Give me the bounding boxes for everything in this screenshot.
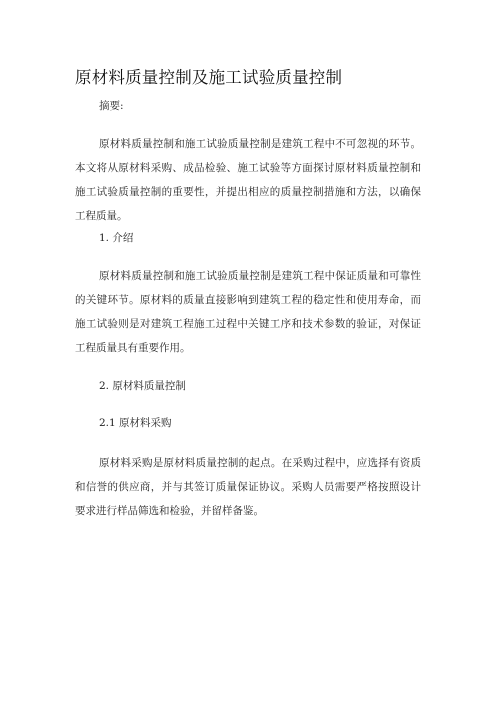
section-heading-introduction: 1. 介绍 (99, 232, 134, 244)
section-heading-raw-material-procurement: 2.1 原材料采购 (99, 417, 172, 429)
procurement-paragraph: 原材料采购是原材料质量控制的起点。在采购过程中，应选择有资质和信誉的供应商，并与其签订质量保证协议。采购人员需要严格按照设计要求进行样品筛选和检验，并留样备鉴。 (75, 457, 421, 517)
introduction-paragraph: 原材料质量控制和施工试验质量控制是建筑工程中保证质量和可靠性的关键环节。原材料的质量直接影响到建筑工程的稳定性和使用寿命，而施工试验则是对建筑工程施工过程中关键工序和技术参数的验证，对保证工程质量具有重要作用。 (75, 270, 421, 354)
section-heading-raw-material-control: 2. 原材料质量控制 (99, 380, 186, 392)
abstract-paragraph: 原材料质量控制和施工试验质量控制是建筑工程中不可忽视的环节。本文将从原材料采购、成品检验、施工试验等方面探讨原材料质量控制和施工试验质量控制的重要性，并提出相应的质量控制措施和方法，以确保工程质量。 (75, 138, 421, 222)
document-title: 原材料质量控制及施工试验质量控制 (75, 68, 343, 87)
abstract-label: 摘要: (99, 100, 124, 112)
